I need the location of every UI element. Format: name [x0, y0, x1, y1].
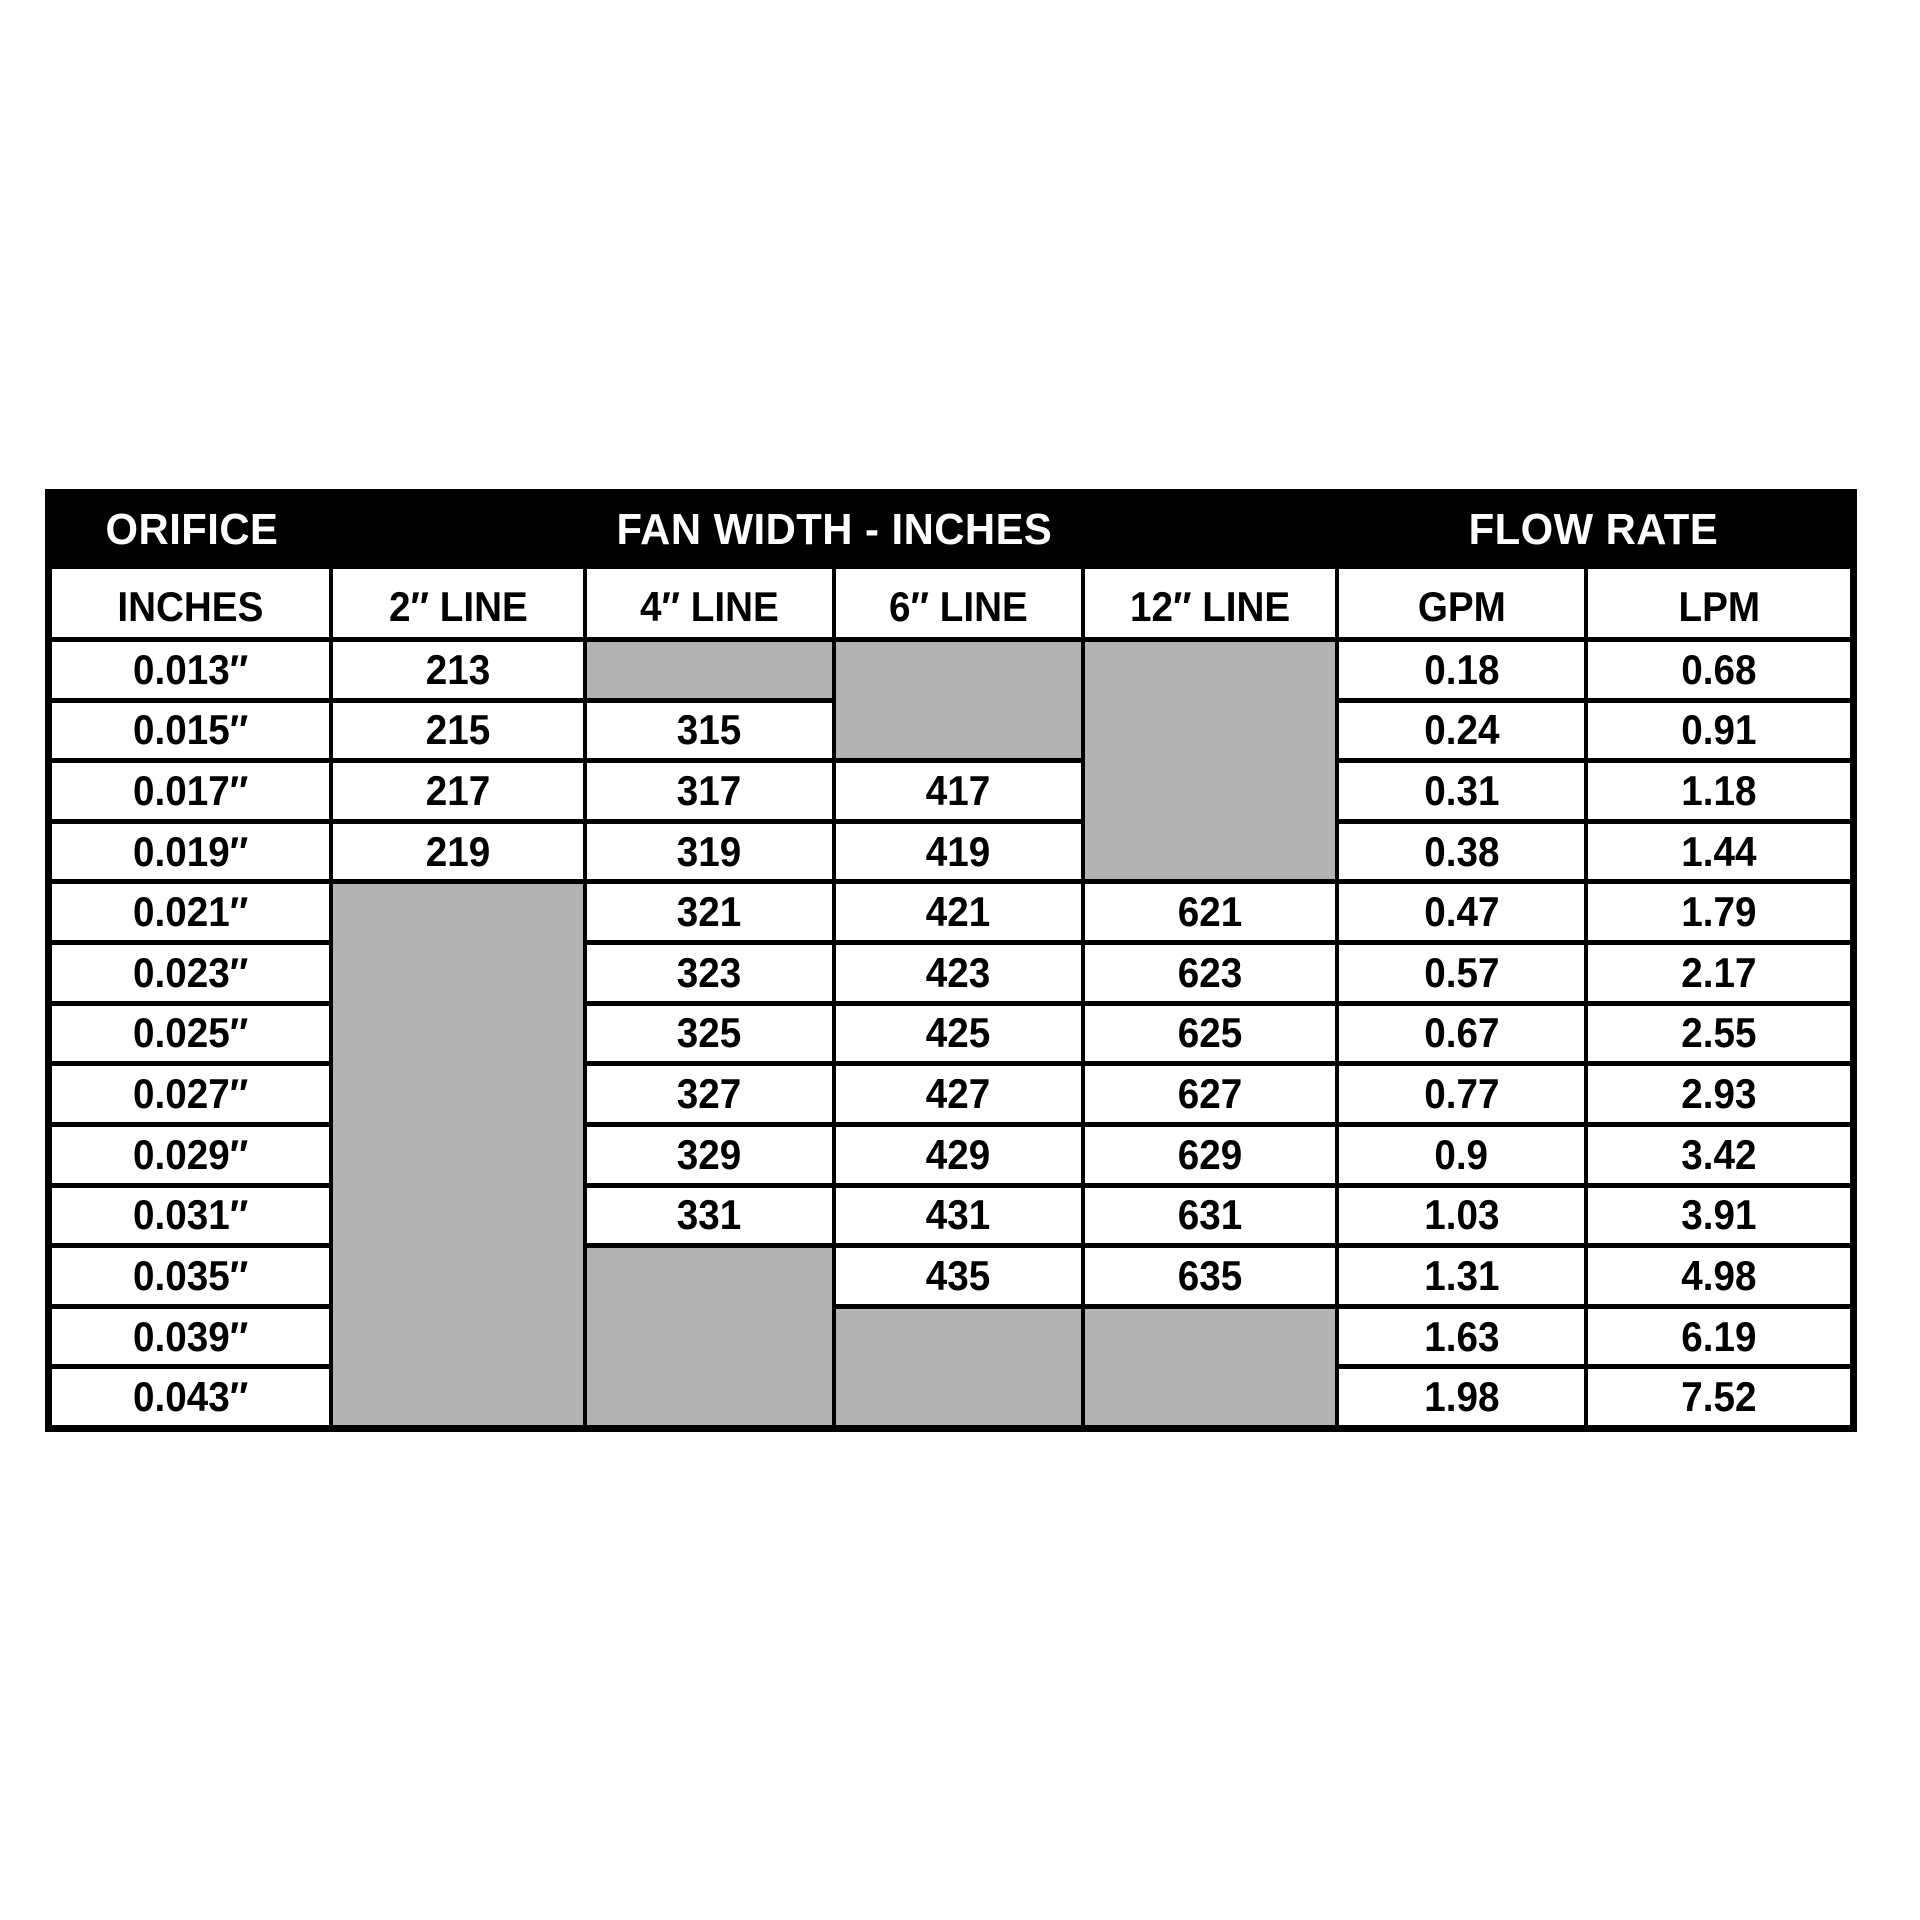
orifice-inches-cell-row-11 — [52, 1248, 329, 1304]
line-4in-cell-row-5 — [587, 884, 832, 940]
orifice-inches-cell-row-5 — [52, 884, 329, 940]
lpm-cell-row-9-label: 3.42 — [1681, 1130, 1757, 1178]
gpm-cell-row-10 — [1339, 1188, 1584, 1244]
line-6in-cell-row-9 — [836, 1127, 1081, 1183]
gpm-cell-row-1-label: 0.18 — [1423, 645, 1500, 693]
lpm-cell-row-6-label: 2.17 — [1681, 948, 1757, 996]
line-4in-cell-row-4 — [587, 824, 832, 880]
orifice-inches-cell-row-8 — [52, 1066, 329, 1122]
lpm-cell-row-3-label: 1.18 — [1681, 767, 1757, 815]
lpm-cell-row-9 — [1588, 1127, 1850, 1183]
empty-cell-line-6in — [836, 642, 1081, 758]
line-6in-cell-row-7-label: 425 — [926, 1009, 991, 1057]
lpm-cell-row-2-label: 0.91 — [1681, 706, 1757, 754]
line-12in-cell-row-5-label: 621 — [1177, 888, 1243, 936]
title-flow-rate: FLOW RATE — [1468, 505, 1719, 554]
orifice-inches-cell-row-4 — [52, 824, 329, 880]
line-6in-cell-row-10-label: 431 — [926, 1191, 991, 1239]
line-12in-cell-row-9 — [1085, 1127, 1335, 1183]
line-4in-cell-row-9-label: 329 — [677, 1130, 742, 1178]
line-2in-cell-row-2-label: 215 — [425, 706, 491, 754]
empty-cell-line-12in — [1085, 642, 1335, 879]
column-header-line-12in-label: 12″ LINE — [1129, 583, 1291, 630]
orifice-inches-cell-row-3 — [52, 763, 329, 819]
orifice-inches-cell-row-6-label: 0.023″ — [132, 948, 249, 996]
lpm-cell-row-4-label: 1.44 — [1681, 827, 1757, 875]
gpm-cell-row-13 — [1339, 1369, 1584, 1425]
line-6in-cell-row-5 — [836, 884, 1081, 940]
lpm-cell-row-12 — [1588, 1309, 1850, 1365]
empty-cell-line-2in — [333, 884, 583, 1425]
lpm-cell-row-13 — [1588, 1369, 1850, 1425]
line-4in-cell-row-7-label: 325 — [677, 1009, 742, 1057]
line-12in-cell-row-7-label: 625 — [1177, 1009, 1243, 1057]
title-fan-width: FAN WIDTH - INCHES — [616, 505, 1052, 554]
orifice-inches-cell-row-2 — [52, 703, 329, 759]
column-header-line-2in — [333, 569, 583, 637]
gpm-cell-row-9-label: 0.9 — [1434, 1130, 1489, 1178]
empty-cell-line-4in — [587, 1248, 832, 1425]
column-header-line-12in — [1085, 569, 1335, 637]
lpm-cell-row-6 — [1588, 945, 1850, 1001]
line-4in-cell-row-6 — [587, 945, 832, 1001]
orifice-inches-cell-row-13 — [52, 1369, 329, 1425]
gpm-cell-row-6-label: 0.57 — [1423, 948, 1500, 996]
line-4in-cell-row-4-label: 319 — [677, 827, 742, 875]
orifice-inches-cell-row-3-label: 0.017″ — [132, 767, 249, 815]
line-6in-cell-row-6 — [836, 945, 1081, 1001]
line-6in-cell-row-9-label: 429 — [926, 1130, 991, 1178]
gpm-cell-row-12 — [1339, 1309, 1584, 1365]
orifice-inches-cell-row-13-label: 0.043″ — [132, 1373, 249, 1421]
line-12in-cell-row-11 — [1085, 1248, 1335, 1304]
line-12in-cell-row-5 — [1085, 884, 1335, 940]
column-header-gpm — [1339, 569, 1584, 637]
line-2in-cell-row-1-label: 213 — [425, 645, 491, 693]
line-6in-cell-row-8-label: 427 — [926, 1070, 991, 1118]
orifice-inches-cell-row-1-label: 0.013″ — [132, 645, 249, 693]
table-title-bar — [52, 496, 1850, 564]
line-2in-cell-row-1 — [333, 642, 583, 698]
orifice-inches-cell-row-8-label: 0.027″ — [132, 1070, 249, 1118]
gpm-cell-row-5 — [1339, 884, 1584, 940]
title-zone-flow-rate — [1337, 496, 1850, 564]
column-header-line-6in-label: 6″ LINE — [889, 583, 1028, 630]
lpm-cell-row-7 — [1588, 1006, 1850, 1062]
line-4in-cell-row-6-label: 323 — [677, 948, 742, 996]
line-4in-cell-row-9 — [587, 1127, 832, 1183]
lpm-cell-row-13-label: 7.52 — [1681, 1373, 1757, 1421]
column-header-gpm-label: GPM — [1417, 583, 1506, 630]
line-2in-cell-row-4 — [333, 824, 583, 880]
orifice-inches-cell-row-10 — [52, 1188, 329, 1244]
line-6in-cell-row-11 — [836, 1248, 1081, 1304]
orifice-inches-cell-row-10-label: 0.031″ — [132, 1191, 249, 1239]
orifice-inches-cell-row-2-label: 0.015″ — [132, 706, 249, 754]
line-4in-cell-row-8 — [587, 1066, 832, 1122]
line-2in-cell-row-3 — [333, 763, 583, 819]
gpm-cell-row-8 — [1339, 1066, 1584, 1122]
lpm-cell-row-1 — [1588, 642, 1850, 698]
line-6in-cell-row-4-label: 419 — [926, 827, 991, 875]
lpm-cell-row-2 — [1588, 703, 1850, 759]
line-6in-cell-row-3 — [836, 763, 1081, 819]
gpm-cell-row-5-label: 0.47 — [1423, 888, 1500, 936]
line-6in-cell-row-10 — [836, 1188, 1081, 1244]
lpm-cell-row-5-label: 1.79 — [1681, 888, 1757, 936]
line-12in-cell-row-10-label: 631 — [1177, 1191, 1243, 1239]
orifice-inches-cell-row-12 — [52, 1309, 329, 1365]
column-header-line-2in-label: 2″ LINE — [388, 583, 528, 630]
lpm-cell-row-5 — [1588, 884, 1850, 940]
orifice-inches-cell-row-5-label: 0.021″ — [132, 888, 249, 936]
line-6in-cell-row-6-label: 423 — [926, 948, 991, 996]
line-12in-cell-row-11-label: 635 — [1177, 1251, 1243, 1299]
gpm-cell-row-7 — [1339, 1006, 1584, 1062]
column-header-lpm-label: LPM — [1678, 583, 1760, 630]
line-4in-cell-row-8-label: 327 — [677, 1070, 742, 1118]
lpm-cell-row-1-label: 0.68 — [1681, 645, 1757, 693]
gpm-cell-row-3 — [1339, 763, 1584, 819]
lpm-cell-row-10 — [1588, 1188, 1850, 1244]
line-12in-cell-row-6 — [1085, 945, 1335, 1001]
line-6in-cell-row-11-label: 435 — [926, 1251, 991, 1299]
gpm-cell-row-6 — [1339, 945, 1584, 1001]
column-header-orifice-inches — [52, 569, 329, 637]
column-header-line-4in — [587, 569, 832, 637]
gpm-cell-row-7-label: 0.67 — [1423, 1009, 1500, 1057]
orifice-inches-cell-row-6 — [52, 945, 329, 1001]
line-4in-cell-row-7 — [587, 1006, 832, 1062]
line-4in-cell-row-10 — [587, 1188, 832, 1244]
line-12in-cell-row-10 — [1085, 1188, 1335, 1244]
empty-cell-line-6in — [836, 1309, 1081, 1425]
orifice-inches-cell-row-1 — [52, 642, 329, 698]
line-2in-cell-row-2 — [333, 703, 583, 759]
lpm-cell-row-8-label: 2.93 — [1681, 1070, 1757, 1118]
line-2in-cell-row-4-label: 219 — [425, 827, 491, 875]
line-4in-cell-row-3 — [587, 763, 832, 819]
line-6in-cell-row-3-label: 417 — [926, 767, 991, 815]
gpm-cell-row-8-label: 0.77 — [1423, 1070, 1500, 1118]
orifice-inches-cell-row-12-label: 0.039″ — [132, 1312, 249, 1360]
lpm-cell-row-3 — [1588, 763, 1850, 819]
column-header-orifice-inches-label: INCHES — [117, 583, 264, 630]
line-6in-cell-row-4 — [836, 824, 1081, 880]
lpm-cell-row-8 — [1588, 1066, 1850, 1122]
line-2in-cell-row-3-label: 217 — [425, 767, 491, 815]
line-4in-cell-row-5-label: 321 — [677, 888, 742, 936]
empty-cell-line-4in — [587, 642, 832, 698]
orifice-inches-cell-row-7 — [52, 1006, 329, 1062]
lpm-cell-row-10-label: 3.91 — [1681, 1191, 1757, 1239]
line-6in-cell-row-8 — [836, 1066, 1081, 1122]
gpm-cell-row-10-label: 1.03 — [1423, 1191, 1500, 1239]
orifice-inches-cell-row-11-label: 0.035″ — [132, 1251, 249, 1299]
orifice-inches-cell-row-4-label: 0.019″ — [132, 827, 249, 875]
gpm-cell-row-4-label: 0.38 — [1423, 827, 1500, 875]
gpm-cell-row-3-label: 0.31 — [1423, 767, 1500, 815]
line-6in-cell-row-5-label: 421 — [926, 888, 991, 936]
column-header-line-6in — [836, 569, 1081, 637]
line-4in-cell-row-2 — [587, 703, 832, 759]
orifice-inches-cell-row-9-label: 0.029″ — [132, 1130, 249, 1178]
lpm-cell-row-11 — [1588, 1248, 1850, 1304]
title-zone-orifice — [52, 496, 331, 564]
lpm-cell-row-12-label: 6.19 — [1681, 1312, 1757, 1360]
orifice-inches-cell-row-7-label: 0.025″ — [132, 1009, 249, 1057]
line-12in-cell-row-8 — [1085, 1066, 1335, 1122]
nozzle-spec-table — [45, 489, 1857, 1432]
line-4in-cell-row-10-label: 331 — [677, 1191, 742, 1239]
gpm-cell-row-13-label: 1.98 — [1423, 1373, 1500, 1421]
empty-cell-line-12in — [1085, 1309, 1335, 1425]
line-12in-cell-row-9-label: 629 — [1177, 1130, 1243, 1178]
line-4in-cell-row-2-label: 315 — [677, 706, 742, 754]
line-12in-cell-row-6-label: 623 — [1177, 948, 1243, 996]
lpm-cell-row-4 — [1588, 824, 1850, 880]
line-12in-cell-row-7 — [1085, 1006, 1335, 1062]
gpm-cell-row-11-label: 1.31 — [1423, 1251, 1500, 1299]
lpm-cell-row-11-label: 4.98 — [1681, 1251, 1757, 1299]
gpm-cell-row-12-label: 1.63 — [1423, 1312, 1500, 1360]
title-zone-fan-width — [331, 496, 1337, 564]
column-header-line-4in-label: 4″ LINE — [640, 583, 779, 630]
column-header-lpm — [1588, 569, 1850, 637]
gpm-cell-row-2 — [1339, 703, 1584, 759]
line-6in-cell-row-7 — [836, 1006, 1081, 1062]
line-4in-cell-row-3-label: 317 — [677, 767, 742, 815]
lpm-cell-row-7-label: 2.55 — [1681, 1009, 1757, 1057]
gpm-cell-row-4 — [1339, 824, 1584, 880]
line-12in-cell-row-8-label: 627 — [1177, 1070, 1243, 1118]
orifice-inches-cell-row-9 — [52, 1127, 329, 1183]
gpm-cell-row-11 — [1339, 1248, 1584, 1304]
gpm-cell-row-9 — [1339, 1127, 1584, 1183]
gpm-cell-row-1 — [1339, 642, 1584, 698]
title-orifice: ORIFICE — [105, 505, 278, 554]
gpm-cell-row-2-label: 0.24 — [1423, 706, 1500, 754]
